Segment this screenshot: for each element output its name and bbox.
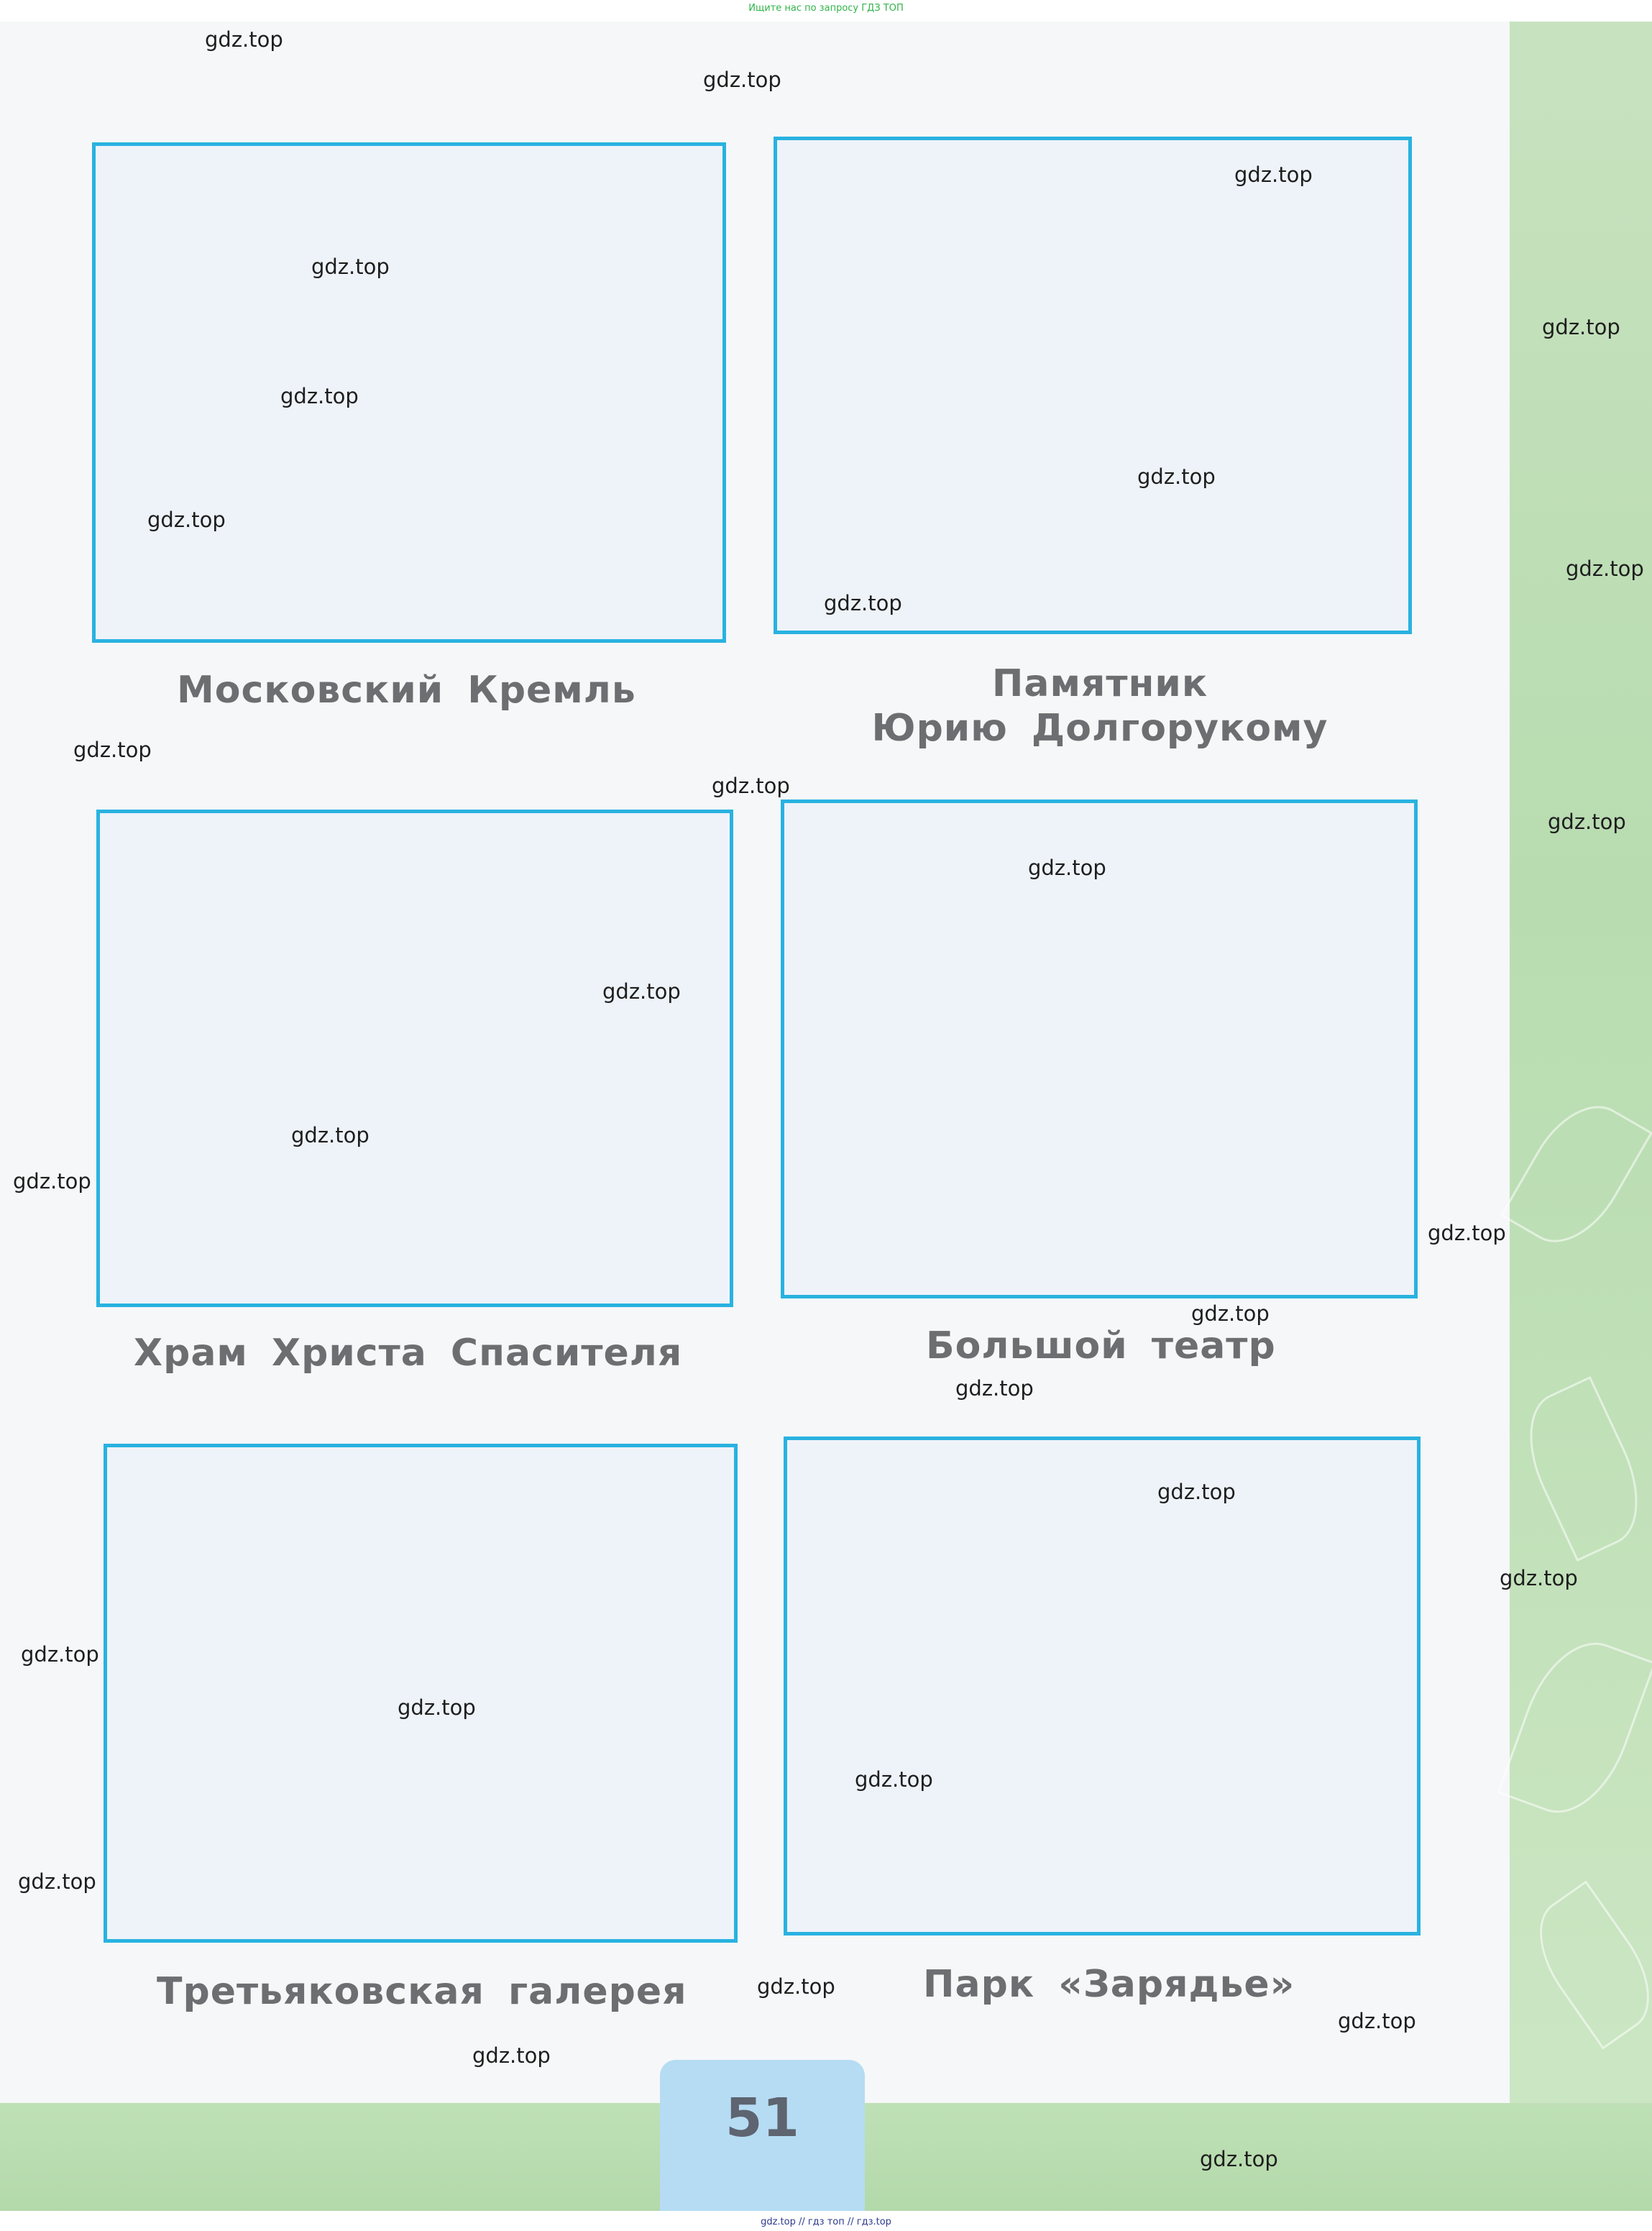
caption-line: Третьяковская галерея [157,1970,687,2013]
watermark: gdz.top [21,1642,99,1667]
watermark: gdz.top [1566,556,1644,581]
caption-line: Большой театр [926,1324,1276,1368]
watermark: gdz.top [291,1123,370,1147]
watermark: gdz.top [472,2043,551,2068]
caption-line: Московский Кремль [177,669,636,712]
search-banner: Ищите нас по запросу ГДЗ ТОП [748,3,904,14]
watermark: gdz.top [1338,2009,1416,2033]
watermark: gdz.top [1157,1480,1236,1504]
caption-zaryadye-park [923,1963,1295,2006]
watermark: gdz.top [18,1869,96,1894]
watermark: gdz.top [955,1376,1034,1401]
watermark: gdz.top [311,255,390,279]
footer-watermark: gdz.top // гдз топ // гдз.top [0,2213,1652,2231]
caption-tretyakov-gallery [157,1970,687,2013]
decorative-side-strip [1510,22,1652,2207]
caption-line: Храм Христа Спасителя [134,1332,683,1375]
watermark: gdz.top [1542,315,1620,339]
photo-frame-dolgoruky-monument[interactable] [774,137,1412,634]
watermark: gdz.top [398,1695,476,1720]
watermark: gdz.top [855,1767,933,1792]
watermark: gdz.top [73,738,152,762]
caption-line: Парк «Зарядье» [923,1963,1295,2006]
watermark: gdz.top [1028,856,1106,880]
photo-frame-tretyakov-gallery[interactable] [104,1444,738,1943]
page-number-tab [660,2060,865,2211]
watermark: gdz.top [13,1169,91,1194]
watermark: gdz.top [1191,1301,1270,1326]
watermark: gdz.top [1428,1221,1506,1245]
watermark: gdz.top [1137,464,1216,489]
watermark: gdz.top [712,774,790,798]
caption-christ-savior-cathedral [134,1332,682,1375]
watermark: gdz.top [1548,810,1626,834]
watermark: gdz.top [757,1974,835,1999]
leaf-decoration [1497,1626,1652,1828]
leaf-decoration [1500,1087,1652,1260]
watermark: gdz.top [703,68,781,92]
photo-frame-kremlin[interactable] [92,142,726,643]
watermark: gdz.top [824,591,902,615]
caption-bolshoi-theatre [926,1324,1276,1368]
photo-frame-zaryadye-park[interactable] [784,1437,1421,1935]
caption-dolgoruky-monument [855,661,1344,751]
photo-frame-christ-savior-cathedral[interactable] [96,810,733,1307]
watermark: gdz.top [147,508,226,532]
watermark: gdz.top [280,384,359,408]
watermark: gdz.top [602,979,681,1004]
leaf-decoration [1518,1880,1652,2049]
watermark: gdz.top [1234,162,1313,187]
caption-line: Памятник [991,662,1208,705]
watermark: gdz.top [205,27,283,52]
leaf-decoration [1508,1376,1652,1562]
watermark: gdz.top [1200,2147,1278,2171]
page-number: 51 [725,2087,799,2149]
caption-line: Юрию Долгорукому [871,707,1329,750]
watermark: gdz.top [1500,1566,1578,1590]
caption-kremlin [177,669,636,712]
